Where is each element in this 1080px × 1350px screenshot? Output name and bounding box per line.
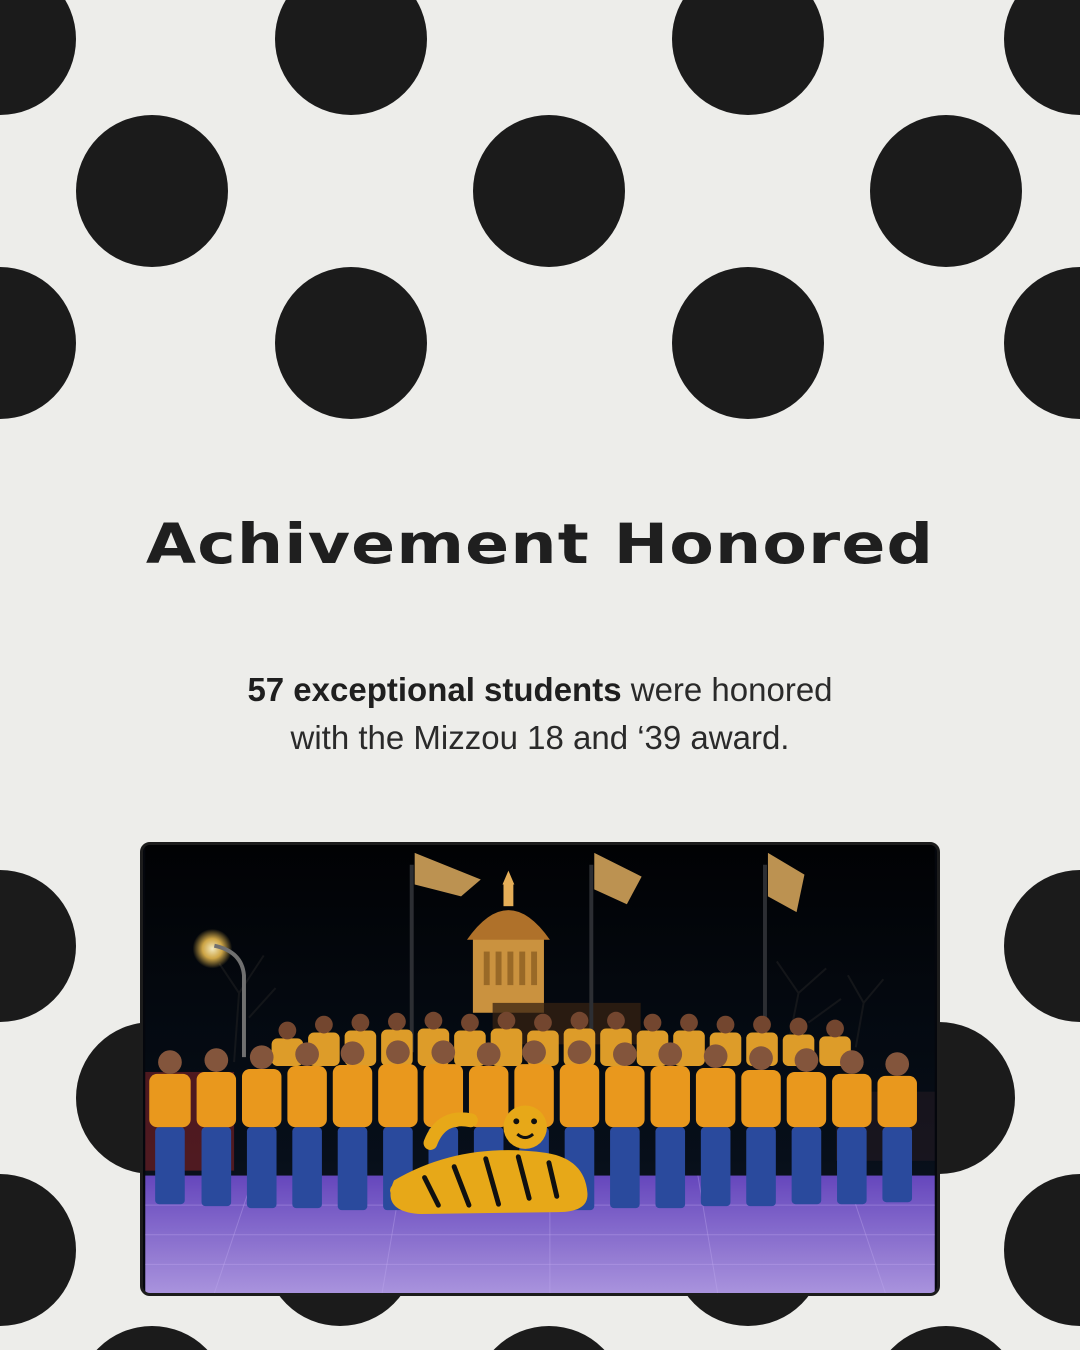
background-dot xyxy=(0,267,76,419)
photo-vignette xyxy=(145,845,934,1293)
background-dot xyxy=(0,870,76,1022)
subtitle-line-1 xyxy=(190,666,890,714)
background-dot xyxy=(1004,267,1080,419)
subtitle xyxy=(190,666,890,762)
background-dot xyxy=(0,1174,76,1326)
background-dot xyxy=(473,1326,625,1350)
background-dot xyxy=(275,267,427,419)
background-dot xyxy=(1004,870,1080,1022)
background-dot xyxy=(76,1326,228,1350)
subtitle-line-1-rest: were honored xyxy=(630,671,833,708)
background-dot xyxy=(473,115,625,267)
background-dot xyxy=(1004,1174,1080,1326)
background-dot xyxy=(76,115,228,267)
page-title: Achivement Honored xyxy=(145,512,935,576)
subtitle-line-2: with the Mizzou 18 and ‘39 award. xyxy=(290,719,790,756)
background-dot xyxy=(672,267,824,419)
background-dot xyxy=(870,1326,1022,1350)
background-dot xyxy=(672,0,824,115)
background-dot xyxy=(275,0,427,115)
group-photo xyxy=(140,842,940,1296)
subtitle-bold-text: 57 exceptional students xyxy=(247,671,622,708)
background-dot xyxy=(1004,0,1080,115)
group-photo-illustration xyxy=(143,845,937,1293)
background-dot xyxy=(0,0,76,115)
background-dot xyxy=(870,115,1022,267)
